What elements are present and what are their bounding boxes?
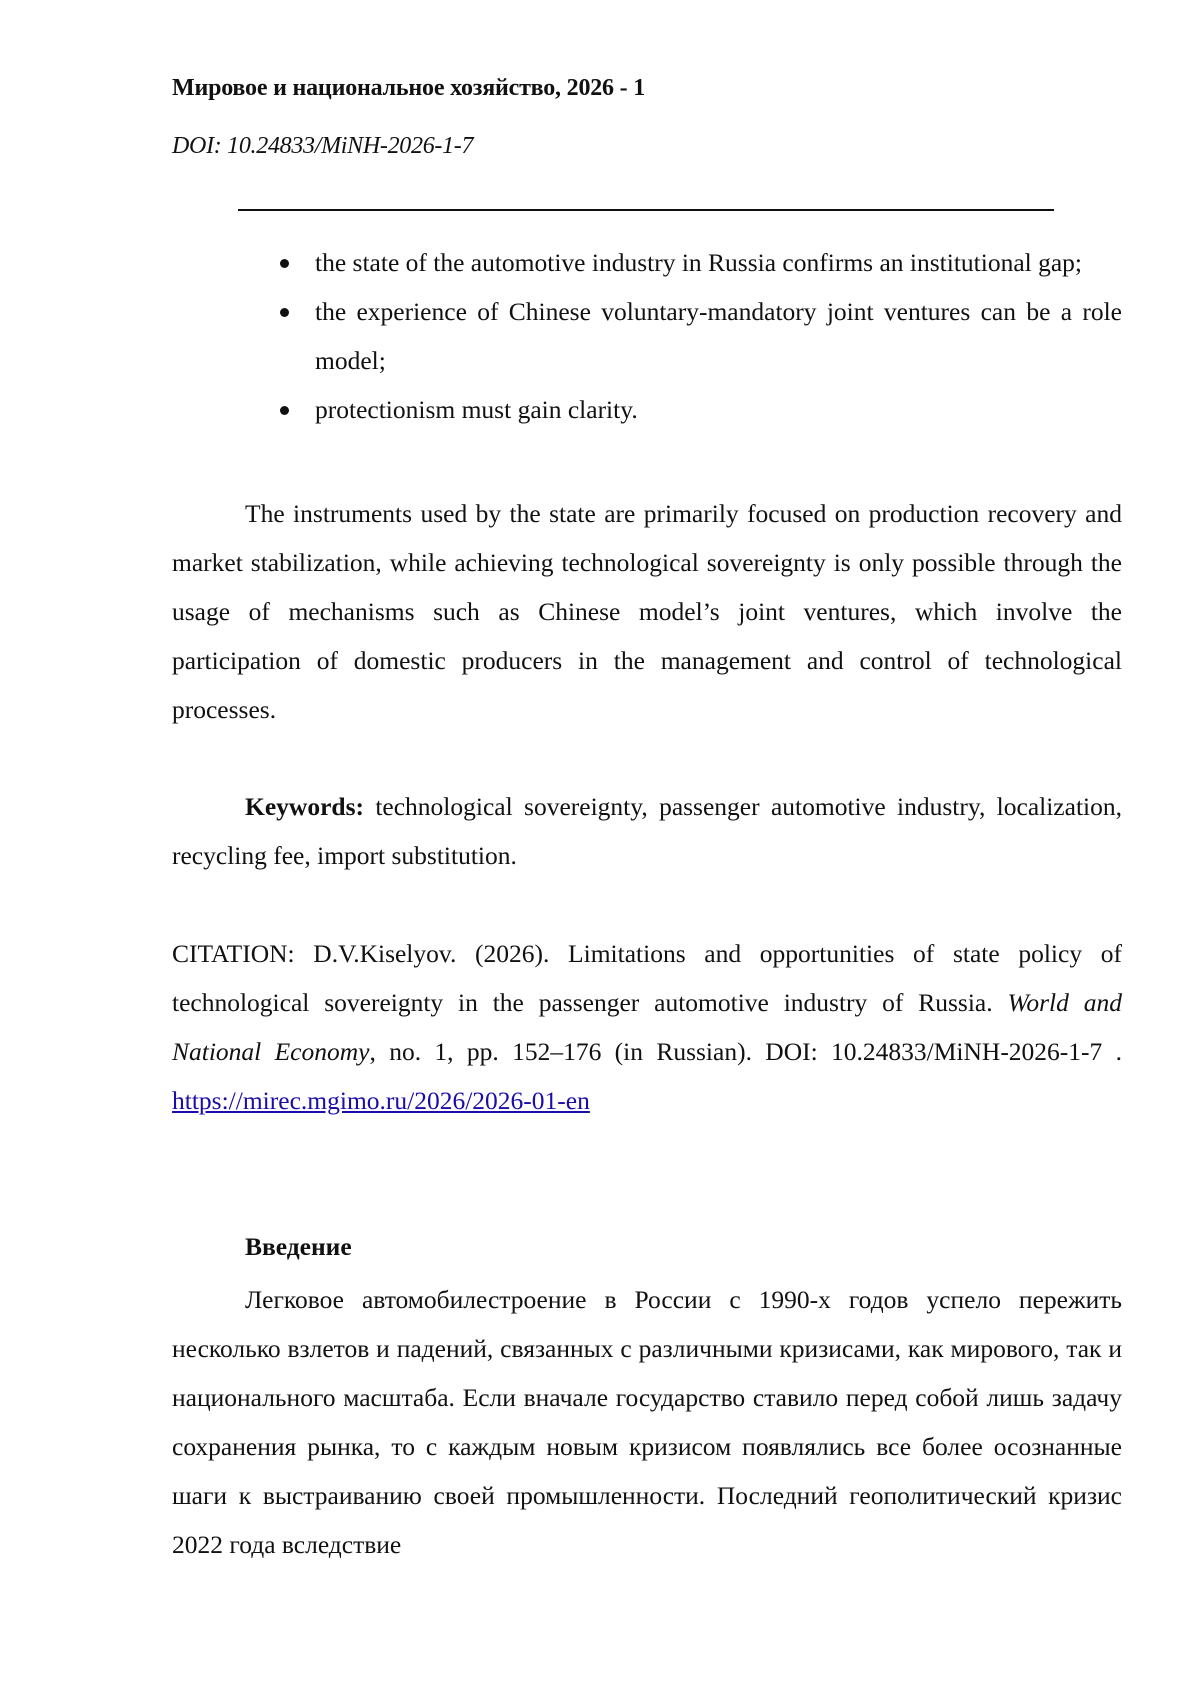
doi-line: DOI: 10.24833/MiNH-2026-1-7 [172,133,474,159]
bullet-icon [280,406,289,415]
section-heading-introduction: Введение [245,1232,352,1261]
citation-paragraph [172,929,1122,1125]
list-item [172,238,1122,287]
keywords-paragraph [172,782,1122,880]
list-item-text: protectionism must gain clarity. [315,395,638,424]
citation-link[interactable]: https://mirec.mgimo.ru/2026/2026-01-en [172,1086,590,1115]
citation-prefix: CITATION: D.V.Kiselyov. (2026). Limitations and opportunities of state policy of technological sovereignty in the passenger automotive industry of Russia. [172,939,1122,1017]
instruments-paragraph: The instruments used by the state are primarily focused on production recovery and market stabilization, while achieving technological sovereignty is only possible through the usage of mechanisms such as Chinese model’s joint ventures, which involve the participation of domestic producers in the management and control of technological processes. [172,499,1122,724]
bullet-icon [280,259,289,268]
conclusions-list [172,238,1122,434]
list-item-text: the state of the automotive industry in Russia confirms an institutional gap; [315,248,1083,277]
header-divider [238,209,1054,211]
introduction-paragraph: Легковое автомобилестроение в России с 1990-х годов успело пережить несколько взлетов и падений, связанных с различными кризисами, как мирового, так и национального масштаба. Если вначале государство ставило перед собой лишь задачу сохранения рынка, то с каждым новым кризисом появлялись все более осознанные шаги к выстраиванию своей промышленности. Последний геополитический кризис 2022 года вследствие [172,1285,1122,1559]
citation-suffix: , no. 1, pp. 152–176 (in Russian). DOI: 10.24833/MiNH-2026-1-7 . [369,1037,1123,1066]
journal-title: Мировое и национальное хозяйство, 2026 - 1 [172,75,646,101]
list-item-text: the experience of Chinese voluntary-mandatory joint ventures can be a role model; [315,297,1122,375]
list-item [172,385,1122,434]
citation-journal: World and National Economy [172,988,1122,1066]
bullet-icon [280,308,289,317]
list-item [172,287,1122,385]
keywords-label: Keywords: [245,792,364,821]
keywords-text: technological sovereignty, passenger automotive industry, localization, recycling fee, import substitution. [172,792,1122,870]
